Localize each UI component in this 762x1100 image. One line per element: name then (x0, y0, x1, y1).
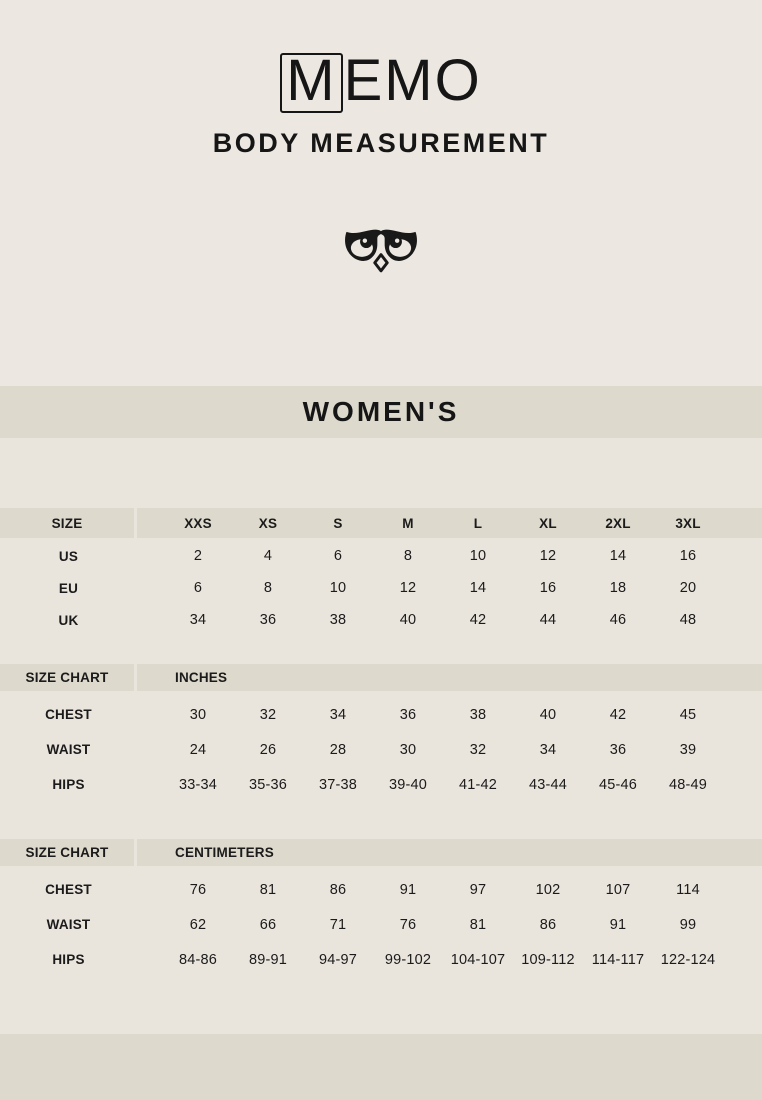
row-label: EU (58, 580, 79, 596)
row-label: HIPS (52, 777, 85, 792)
table-cell: 34 (189, 612, 207, 628)
table-cell: 16 (679, 548, 697, 564)
table-cell: 18 (609, 580, 627, 596)
table-cell: 37-38 (318, 776, 358, 793)
table-cell: 42 (469, 612, 487, 628)
size-conversion-table (0, 508, 762, 636)
table-cell: 28 (329, 741, 347, 758)
table-cell: 35-36 (248, 776, 288, 793)
table-row-chest (0, 872, 762, 907)
size-chart-label: SIZE CHART (0, 839, 137, 866)
table-cell: 24 (189, 741, 207, 758)
table-row-us (0, 540, 762, 572)
logo-rest: EMO (343, 48, 482, 113)
table-row-eu (0, 572, 762, 604)
table-cell: 38 (469, 706, 487, 723)
table-cell: 41-42 (458, 776, 498, 793)
table-cell: 39 (679, 741, 697, 758)
table-cell: 10 (329, 580, 347, 596)
table-cell: 16 (539, 580, 557, 596)
brand-subtitle: BODY MEASUREMENT (212, 128, 550, 159)
table-cell: 42 (609, 706, 627, 723)
spacer (137, 508, 163, 538)
table-cell: 26 (259, 741, 277, 758)
table-row-waist (0, 907, 762, 942)
table-cell: 43-44 (528, 776, 568, 793)
table-cell: 2 (193, 548, 203, 564)
table-cell: 114 (676, 881, 700, 898)
table-cell: 6 (193, 580, 203, 596)
table-cell: 81 (469, 916, 487, 933)
logo-boxed-letter: M (280, 53, 342, 113)
table-cell: 40 (539, 706, 557, 723)
header-xs: XS (258, 515, 278, 531)
table-cell: 48-49 (668, 776, 708, 793)
table-cell: 76 (189, 881, 207, 898)
table-row-waist (0, 732, 762, 767)
table-cell: 109-112 (521, 951, 575, 968)
table-cell: 32 (469, 741, 487, 758)
table-cell: 20 (679, 580, 697, 596)
header-m: M (402, 515, 414, 531)
header-2xl: 2XL (605, 515, 631, 531)
table-cell: 71 (329, 916, 347, 933)
table-cell: 30 (399, 741, 417, 758)
table-cell: 34 (329, 706, 347, 723)
table-cell: 48 (679, 612, 697, 628)
table-cell: 39-40 (388, 776, 428, 793)
table-cell: 14 (609, 548, 627, 564)
table-cell: 66 (259, 916, 277, 933)
table-cell: 34 (539, 741, 557, 758)
table-cell: 86 (539, 916, 557, 933)
table-cell: 114-117 (591, 951, 645, 968)
section-title-band (0, 386, 762, 438)
header-size: SIZE (0, 508, 137, 538)
header-xxs: XXS (184, 515, 212, 531)
size-table-header (0, 508, 762, 538)
table-cell: 107 (605, 881, 631, 898)
table-row-hips (0, 767, 762, 802)
table-cell: 8 (263, 580, 273, 596)
table-cell: 32 (259, 706, 277, 723)
table-cell: 33-34 (178, 776, 218, 793)
footer-band (0, 1034, 762, 1100)
unit-label-inches: INCHES (175, 670, 228, 685)
inches-table (0, 664, 762, 802)
header-3xl: 3XL (675, 515, 701, 531)
row-label: HIPS (52, 952, 85, 967)
header-l: L (473, 515, 483, 531)
table-cell: 81 (259, 881, 277, 898)
table-row-uk (0, 604, 762, 636)
table-cell: 10 (469, 548, 487, 564)
row-label: US (58, 548, 79, 564)
table-cell: 84-86 (178, 951, 218, 968)
table-cell: 38 (329, 612, 347, 628)
table-cell: 99-102 (384, 951, 432, 968)
table-cell: 86 (329, 881, 347, 898)
table-cell: 45 (679, 706, 697, 723)
spacer (137, 839, 163, 866)
table-cell: 30 (189, 706, 207, 723)
table-cell: 62 (189, 916, 207, 933)
table-cell: 122-124 (660, 951, 716, 968)
row-label: UK (58, 612, 79, 628)
table-cell: 76 (399, 916, 417, 933)
unit-label-centimeters: CENTIMETERS (175, 845, 274, 860)
table-cell: 89-91 (248, 951, 288, 968)
table-cell: 99 (679, 916, 697, 933)
row-label: CHEST (45, 882, 92, 897)
table-cell: 36 (399, 706, 417, 723)
row-label: WAIST (46, 917, 91, 932)
row-label: CHEST (45, 707, 92, 722)
section-title: WOMEN'S (302, 396, 460, 427)
table-cell: 36 (609, 741, 627, 758)
table-cell: 12 (539, 548, 557, 564)
table-cell: 36 (259, 612, 277, 628)
table-cell: 91 (399, 881, 417, 898)
brand-header (0, 48, 762, 159)
table-cell: 104-107 (450, 951, 506, 968)
row-label: WAIST (46, 742, 91, 757)
table-row-chest (0, 697, 762, 732)
table-cell: 8 (403, 548, 413, 564)
size-chart-label: SIZE CHART (0, 664, 137, 691)
table-cell: 4 (263, 548, 273, 564)
table-cell: 46 (609, 612, 627, 628)
table-cell: 44 (539, 612, 557, 628)
centimeters-table-header (0, 839, 762, 866)
table-cell: 12 (399, 580, 417, 596)
centimeters-table (0, 839, 762, 977)
header-xl: XL (539, 515, 557, 531)
table-cell: 97 (469, 881, 487, 898)
owl-icon (0, 226, 762, 273)
table-cell: 14 (469, 580, 487, 596)
table-row-hips (0, 942, 762, 977)
table-cell: 94-97 (318, 951, 358, 968)
inches-table-header (0, 664, 762, 691)
header-s: S (333, 515, 343, 531)
table-cell: 91 (609, 916, 627, 933)
table-cell: 102 (535, 881, 561, 898)
table-cell: 6 (333, 548, 343, 564)
table-cell: 40 (399, 612, 417, 628)
spacer (137, 664, 163, 691)
brand-logo (0, 48, 762, 113)
table-cell: 45-46 (598, 776, 638, 793)
